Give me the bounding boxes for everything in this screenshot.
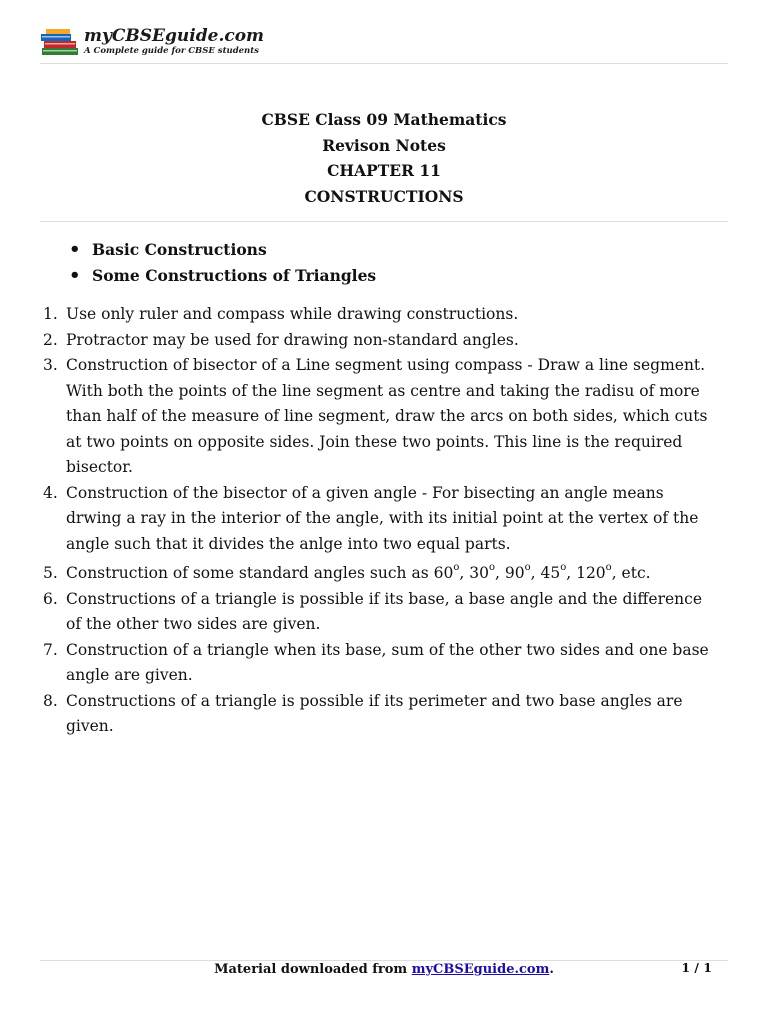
list-item xyxy=(40,638,720,689)
books-icon xyxy=(40,28,82,58)
list-item xyxy=(40,353,720,481)
item-number: 6. xyxy=(43,589,58,608)
item-text: Use only ruler and compass while drawing constructions. xyxy=(66,305,519,323)
topic-item: • Basic Constructions xyxy=(40,237,376,263)
header-divider xyxy=(40,63,728,64)
item-text: Constructions of a triangle is possible if its perimeter and two base angles are given. xyxy=(66,691,683,735)
title-line-1: CBSE Class 09 Mathematics xyxy=(261,110,507,129)
title-divider xyxy=(40,221,728,222)
logo-tagline: A Complete guide for CBSE students xyxy=(84,46,259,56)
notes-list xyxy=(40,302,720,740)
item-text: Construction of bisector of a Line segment using compass - Draw a line segment. With both the points of the line segment as centre and taking the radisu of more than half of the measure of line segment, draw the arcs on both sides, which cuts at two points on opposite sides. Join these two points. This line is the required bisector. xyxy=(66,356,708,476)
footer-divider xyxy=(40,960,728,961)
list-item xyxy=(40,689,720,740)
list-item xyxy=(40,587,720,638)
item-number: 3. xyxy=(43,356,58,374)
list-item xyxy=(40,328,720,354)
item-text: Construction of the bisector of a given angle - For bisecting an angle means drwing a ray in the interior of the angle, with its initial point at the vertex of the angle such that it divides the anlge into two equal parts. xyxy=(66,483,699,553)
footer-note: Material downloaded from myCBSEguide.com. xyxy=(214,962,554,977)
item-number: 1. xyxy=(43,305,58,323)
logo-title: myCBSEguide.com xyxy=(84,26,265,46)
item-number: 7. xyxy=(43,640,58,659)
topic-list xyxy=(40,237,376,288)
list-item xyxy=(40,481,720,558)
footer-link[interactable]: myCBSEguide.com xyxy=(411,962,550,977)
title-line-2: Revison Notes xyxy=(322,135,446,155)
topic-item: • Some Constructions of Triangles xyxy=(40,263,376,289)
item-number: 5. xyxy=(43,564,58,582)
item-number: 8. xyxy=(43,691,58,710)
item-text: Construction of a triangle when its base, sum of the other two sides and one base angle are given. xyxy=(66,640,709,684)
title-line-4: CONSTRUCTIONS xyxy=(304,186,464,206)
document-title xyxy=(40,107,728,209)
site-logo[interactable] xyxy=(40,26,300,60)
list-item xyxy=(40,561,720,587)
page-number: 1 / 1 xyxy=(681,960,712,975)
item-text: Construction of some standard angles such as 60$^o$, 30$^o$, 90$^o$, 45$^o$, 120$^o$, etc. xyxy=(66,561,651,582)
item-text: Protractor may be used for drawing non-standard angles. xyxy=(66,330,519,349)
title-line-3: CHAPTER 11 xyxy=(327,161,441,180)
list-item xyxy=(40,302,720,328)
item-text: Constructions of a triangle is possible if its base, a base angle and the difference of the other two sides are given. xyxy=(66,589,702,633)
item-number: 2. xyxy=(43,330,58,349)
item-number: 4. xyxy=(43,483,58,502)
